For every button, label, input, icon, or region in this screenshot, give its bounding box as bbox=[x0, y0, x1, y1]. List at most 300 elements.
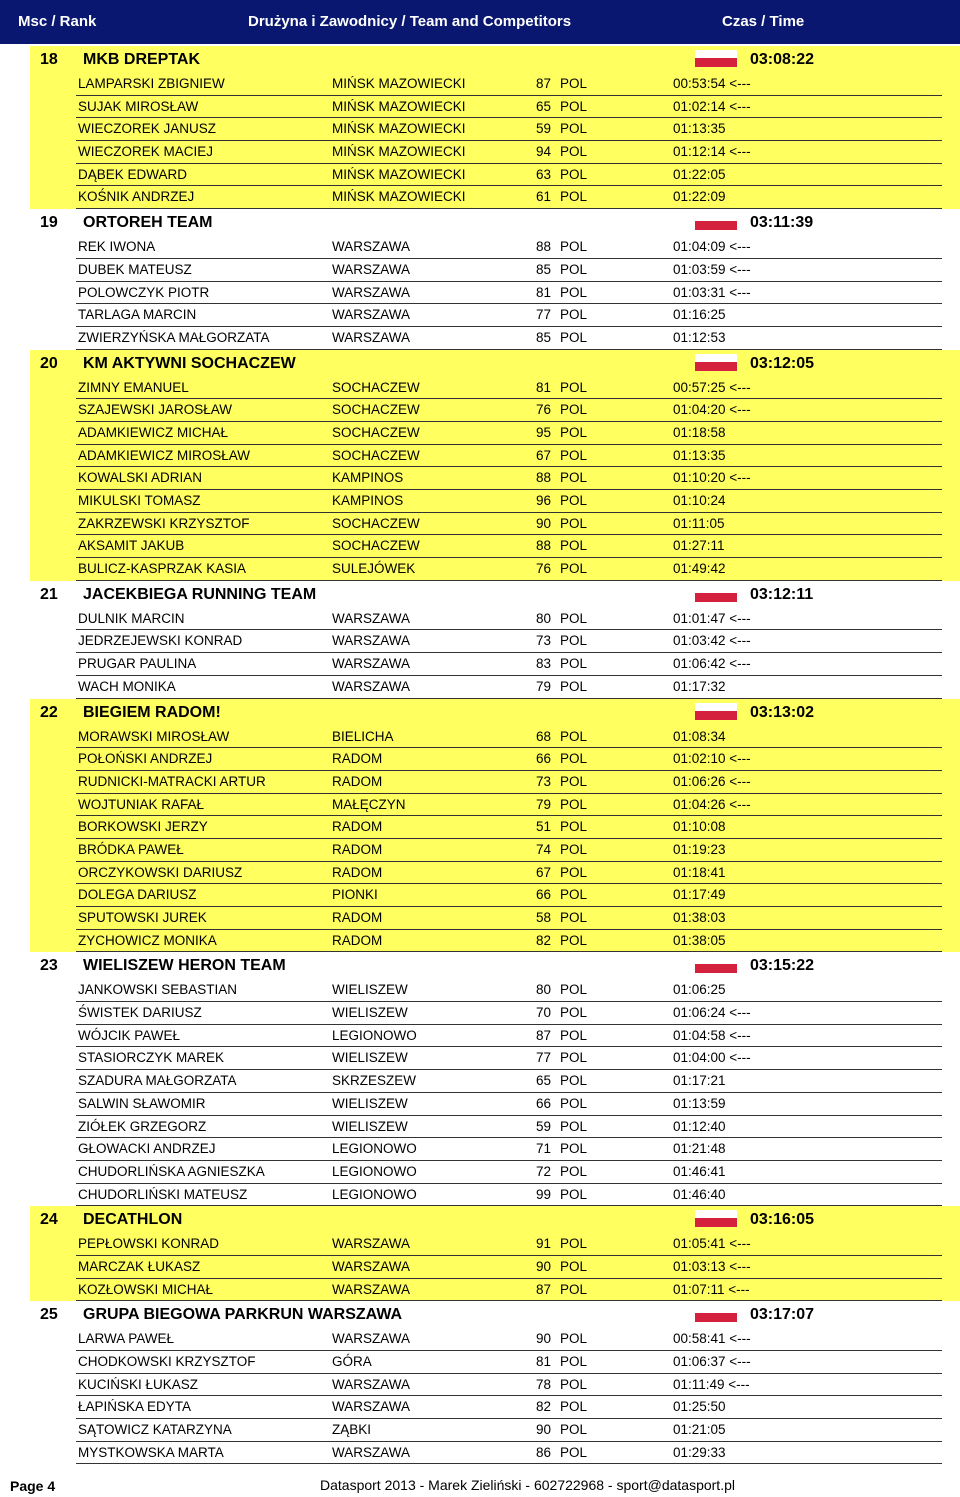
competitor-row bbox=[76, 1442, 942, 1465]
competitor-time: 01:18:58 bbox=[673, 424, 726, 440]
competitor-nationality: POL bbox=[560, 239, 588, 255]
competitor-city: RADOM bbox=[332, 773, 383, 789]
competitor-age: 87 bbox=[536, 76, 552, 91]
time-column-header: Czas / Time bbox=[722, 13, 805, 30]
competitor-time: 01:46:40 bbox=[673, 1186, 726, 1202]
poland-flag-icon bbox=[695, 354, 737, 371]
competitor-age: 85 bbox=[536, 261, 552, 277]
competitor-name: SZAJEWSKI JAROSŁAW bbox=[78, 402, 233, 418]
competitor-row bbox=[76, 1070, 942, 1093]
competitor-city: MIŃSK MAZOWIECKI bbox=[332, 189, 466, 205]
competitor-time: 01:16:25 bbox=[673, 307, 726, 323]
competitor-time: 01:13:35 bbox=[673, 447, 726, 463]
competitor-time: 01:08:34 bbox=[673, 728, 726, 744]
team-header bbox=[30, 46, 960, 73]
competitor-nationality: POL bbox=[560, 982, 588, 998]
competitor-row bbox=[76, 794, 942, 817]
competitor-city: WARSZAWA bbox=[332, 633, 410, 649]
team-name: JACEKBIEGA RUNNING TEAM bbox=[83, 585, 317, 603]
team-name: GRUPA BIEGOWA PARKRUN WARSZAWA bbox=[83, 1306, 403, 1324]
competitor-name: SZADURA MAŁGORZATA bbox=[78, 1073, 237, 1089]
competitor-name: SPUTOWSKI JUREK bbox=[78, 910, 207, 925]
competitor-age: 86 bbox=[536, 1444, 552, 1460]
competitor-nationality: POL bbox=[560, 773, 588, 789]
competitor-city: WIELISZEW bbox=[332, 1050, 408, 1066]
competitor-age: 81 bbox=[536, 379, 552, 395]
competitor-time: 01:29:33 bbox=[673, 1444, 726, 1460]
competitor-row bbox=[76, 377, 942, 400]
competitor-age: 66 bbox=[536, 751, 552, 767]
competitor-name: GŁOWACKI ANDRZEJ bbox=[78, 1141, 216, 1157]
competitor-time: 01:27:11 bbox=[673, 538, 725, 554]
team-block bbox=[30, 46, 960, 209]
competitor-city: RADOM bbox=[332, 910, 383, 925]
competitor-time: 01:21:05 bbox=[673, 1422, 726, 1438]
competitor-city: RADOM bbox=[332, 819, 383, 835]
competitor-row bbox=[76, 118, 942, 141]
competitor-nationality: POL bbox=[560, 493, 588, 508]
competitor-age: 61 bbox=[536, 189, 552, 205]
competitor-name: POŁOŃSKI ANDRZEJ bbox=[78, 751, 213, 767]
team-rank: 19 bbox=[40, 214, 58, 232]
competitor-nationality: POL bbox=[560, 1331, 588, 1347]
competitor-nationality: POL bbox=[560, 470, 588, 486]
team-header bbox=[30, 209, 960, 236]
competitor-nationality: POL bbox=[560, 538, 588, 554]
competitor-row bbox=[76, 979, 942, 1002]
competitor-row bbox=[76, 930, 942, 953]
poland-flag-icon bbox=[695, 585, 737, 602]
competitor-time: 01:10:08 bbox=[673, 819, 726, 835]
competitor-nationality: POL bbox=[560, 329, 588, 345]
competitor-name: DĄBEK EDWARD bbox=[78, 166, 188, 182]
competitor-row bbox=[76, 1351, 942, 1374]
team-rank: 18 bbox=[40, 51, 58, 68]
competitor-age: 73 bbox=[536, 633, 552, 649]
competitor-row bbox=[76, 186, 942, 209]
competitor-city: WARSZAWA bbox=[332, 1236, 410, 1252]
competitor-age: 95 bbox=[536, 424, 552, 440]
competitor-name: KOZŁOWSKI MICHAŁ bbox=[78, 1281, 214, 1297]
poland-flag-icon bbox=[695, 1210, 737, 1227]
competitor-city: WARSZAWA bbox=[332, 307, 410, 323]
team-results-list bbox=[0, 46, 960, 1464]
team-rank: 22 bbox=[40, 703, 58, 721]
competitor-nationality: POL bbox=[560, 447, 588, 463]
competitor-row bbox=[76, 282, 942, 305]
competitor-name: WIECZOREK JANUSZ bbox=[78, 121, 217, 137]
team-time: 03:12:05 bbox=[750, 354, 815, 372]
competitor-city: LEGIONOWO bbox=[332, 1141, 417, 1157]
competitor-row bbox=[76, 907, 942, 930]
team-time: 03:16:05 bbox=[750, 1211, 815, 1229]
competitor-row bbox=[76, 653, 942, 676]
team-name: WIELISZEW HERON TEAM bbox=[83, 957, 286, 975]
competitor-age: 88 bbox=[536, 538, 552, 554]
competitor-time: 01:03:59 <--- bbox=[673, 261, 751, 277]
competitor-time: 01:17:32 bbox=[673, 678, 726, 694]
competitor-nationality: POL bbox=[560, 610, 588, 626]
team-name: KM AKTYWNI SOCHACZEW bbox=[83, 354, 296, 372]
competitor-name: WACH MONIKA bbox=[78, 678, 176, 694]
competitor-age: 77 bbox=[536, 307, 552, 323]
competitor-nationality: POL bbox=[560, 307, 588, 323]
competitor-row bbox=[76, 839, 942, 862]
team-time: 03:12:11 bbox=[750, 585, 814, 603]
competitor-time: 01:22:05 bbox=[673, 166, 726, 182]
competitor-city: LEGIONOWO bbox=[332, 1163, 417, 1179]
competitor-time: 01:04:26 <--- bbox=[673, 796, 751, 812]
competitor-name: ZIÓŁEK GRZEGORZ bbox=[78, 1118, 207, 1134]
competitor-nationality: POL bbox=[560, 728, 588, 744]
competitor-age: 87 bbox=[536, 1281, 552, 1297]
competitor-nationality: POL bbox=[560, 910, 588, 925]
competitor-row bbox=[76, 1279, 942, 1302]
competitor-row bbox=[76, 327, 942, 350]
competitor-nationality: POL bbox=[560, 379, 588, 395]
competitor-row bbox=[76, 1138, 942, 1161]
competitor-city: LEGIONOWO bbox=[332, 1186, 417, 1202]
poland-flag-icon bbox=[695, 703, 737, 720]
competitor-nationality: POL bbox=[560, 932, 588, 948]
competitor-name: BRÓDKA PAWEŁ bbox=[78, 841, 184, 857]
team-time: 03:11:39 bbox=[750, 214, 814, 232]
competitor-time: 01:21:48 bbox=[673, 1141, 726, 1157]
team-block bbox=[30, 581, 960, 699]
team-rank: 25 bbox=[40, 1306, 58, 1324]
competitor-city: WIELISZEW bbox=[332, 1005, 408, 1021]
competitor-city: MAŁĘCZYN bbox=[332, 796, 406, 812]
competitor-name: CHUDORLIŃSKA AGNIESZKA bbox=[78, 1163, 265, 1179]
competitor-age: 74 bbox=[536, 841, 552, 857]
competitor-city: ZĄBKI bbox=[332, 1422, 372, 1438]
team-block bbox=[30, 1301, 960, 1464]
competitor-time: 01:02:14 <--- bbox=[673, 98, 751, 114]
competitor-row bbox=[76, 771, 942, 794]
competitor-time: 01:11:49 <--- bbox=[673, 1376, 750, 1392]
competitor-age: 78 bbox=[536, 1376, 552, 1392]
competitor-time: 01:11:05 bbox=[673, 515, 725, 531]
competitor-city: WARSZAWA bbox=[332, 1258, 410, 1274]
competitor-row bbox=[76, 558, 942, 581]
competitor-name: BULICZ-KASPRZAK KASIA bbox=[78, 561, 247, 577]
competitor-time: 00:57:25 <--- bbox=[673, 379, 751, 395]
competitor-age: 96 bbox=[536, 493, 552, 508]
competitor-city: SOCHACZEW bbox=[332, 424, 420, 440]
competitor-name: SĄTOWICZ KATARZYNA bbox=[78, 1422, 232, 1438]
competitor-age: 51 bbox=[536, 819, 552, 835]
competitor-nationality: POL bbox=[560, 166, 588, 182]
competitor-row bbox=[76, 467, 942, 490]
competitor-name: MARCZAK ŁUKASZ bbox=[78, 1258, 201, 1274]
competitor-age: 70 bbox=[536, 1005, 552, 1021]
team-name: DECATHLON bbox=[83, 1211, 183, 1229]
competitor-row bbox=[76, 862, 942, 885]
competitor-age: 85 bbox=[536, 329, 552, 345]
competitor-name: ZAKRZEWSKI KRZYSZTOF bbox=[78, 515, 250, 531]
competitor-time: 01:38:03 bbox=[673, 910, 726, 925]
competitor-age: 65 bbox=[536, 1073, 552, 1089]
competitor-nationality: POL bbox=[560, 1258, 588, 1274]
team-block bbox=[30, 1206, 960, 1301]
team-rank: 20 bbox=[40, 354, 58, 372]
competitor-time: 01:03:13 <--- bbox=[673, 1258, 751, 1274]
competitor-row bbox=[76, 1025, 942, 1048]
competitor-city: WARSZAWA bbox=[332, 656, 410, 672]
team-name: BIEGIEM RADOM! bbox=[83, 703, 221, 721]
competitor-name: SALWIN SŁAWOMIR bbox=[78, 1095, 206, 1111]
competitor-time: 01:12:53 bbox=[673, 329, 726, 345]
competitor-name: ZIMNY EMANUEL bbox=[78, 379, 189, 395]
competitor-name: LAMPARSKI ZBIGNIEW bbox=[78, 76, 225, 91]
competitor-age: 67 bbox=[536, 447, 552, 463]
team-block bbox=[30, 350, 960, 581]
competitor-name: WOJTUNIAK RAFAŁ bbox=[78, 796, 205, 812]
competitor-nationality: POL bbox=[560, 1005, 588, 1021]
competitor-row bbox=[76, 608, 942, 631]
competitor-nationality: POL bbox=[560, 1376, 588, 1392]
competitor-nationality: POL bbox=[560, 1073, 588, 1089]
competitor-row bbox=[76, 141, 942, 164]
competitor-time: 01:10:20 <--- bbox=[673, 470, 751, 486]
competitor-age: 81 bbox=[536, 1354, 552, 1369]
team-block bbox=[30, 209, 960, 349]
competitor-nationality: POL bbox=[560, 751, 588, 767]
competitor-age: 59 bbox=[536, 121, 552, 137]
competitor-age: 76 bbox=[536, 402, 552, 418]
competitor-time: 01:19:23 bbox=[673, 841, 726, 857]
competitor-row bbox=[76, 164, 942, 187]
competitor-nationality: POL bbox=[560, 1354, 588, 1369]
team-header bbox=[30, 699, 960, 726]
competitor-city: KAMPINOS bbox=[332, 470, 404, 486]
competitor-age: 83 bbox=[536, 656, 552, 672]
competitor-time: 01:04:00 <--- bbox=[673, 1050, 751, 1066]
competitor-city: WARSZAWA bbox=[332, 261, 410, 277]
competitor-age: 90 bbox=[536, 515, 552, 531]
competitor-city: WIELISZEW bbox=[332, 1118, 408, 1134]
competitor-age: 63 bbox=[536, 166, 552, 182]
team-block bbox=[30, 699, 960, 953]
competitor-time: 01:22:09 bbox=[673, 189, 726, 205]
competitor-nationality: POL bbox=[560, 1050, 588, 1066]
competitor-city: MIŃSK MAZOWIECKI bbox=[332, 121, 466, 137]
poland-flag-icon bbox=[695, 1305, 737, 1322]
competitor-row bbox=[76, 726, 942, 749]
competitor-row bbox=[76, 422, 942, 445]
competitor-name: KOŚNIK ANDRZEJ bbox=[78, 189, 195, 205]
competitor-age: 90 bbox=[536, 1422, 552, 1438]
competitor-row bbox=[76, 1233, 942, 1256]
competitor-city: WIELISZEW bbox=[332, 1095, 408, 1111]
competitor-nationality: POL bbox=[560, 887, 588, 903]
competitor-name: PRUGAR PAULINA bbox=[78, 656, 197, 672]
competitor-age: 82 bbox=[536, 1399, 552, 1415]
competitor-nationality: POL bbox=[560, 1163, 588, 1179]
competitor-city: WARSZAWA bbox=[332, 610, 410, 626]
competitor-name: CHUDORLIŃSKI MATEUSZ bbox=[78, 1186, 248, 1202]
competitor-time: 01:17:21 bbox=[673, 1073, 726, 1089]
competitor-row bbox=[76, 535, 942, 558]
competitor-row bbox=[76, 236, 942, 259]
competitor-age: 88 bbox=[536, 239, 552, 255]
competitor-time: 01:02:10 <--- bbox=[673, 751, 751, 767]
competitor-age: 72 bbox=[536, 1163, 552, 1179]
competitor-row bbox=[76, 1161, 942, 1184]
competitor-nationality: POL bbox=[560, 261, 588, 277]
competitor-name: ADAMKIEWICZ MIROSŁAW bbox=[78, 447, 251, 463]
competitor-age: 59 bbox=[536, 1118, 552, 1134]
team-time: 03:15:22 bbox=[750, 957, 815, 975]
competitor-age: 65 bbox=[536, 98, 552, 114]
competitor-name: DUBEK MATEUSZ bbox=[78, 261, 192, 277]
competitor-time: 01:04:09 <--- bbox=[673, 239, 751, 255]
competitor-name: KOWALSKI ADRIAN bbox=[78, 470, 203, 486]
competitor-time: 01:04:58 <--- bbox=[673, 1027, 751, 1043]
team-rank: 24 bbox=[40, 1211, 58, 1229]
competitor-time: 01:49:42 bbox=[673, 561, 726, 577]
competitor-city: WARSZAWA bbox=[332, 284, 410, 300]
competitor-row bbox=[76, 96, 942, 119]
competitor-row bbox=[76, 1374, 942, 1397]
competitor-row bbox=[76, 1328, 942, 1351]
team-time: 03:13:02 bbox=[750, 703, 815, 721]
competitor-age: 77 bbox=[536, 1050, 552, 1066]
footer-credit: Datasport 2013 - Marek Zieliński - 602722968 - sport@datasport.pl bbox=[320, 1477, 735, 1493]
competitor-age: 94 bbox=[536, 144, 552, 160]
competitor-nationality: POL bbox=[560, 1422, 588, 1438]
competitor-name: ORCZYKOWSKI DARIUSZ bbox=[78, 864, 243, 880]
competitor-row bbox=[76, 73, 942, 96]
team-name: MKB DREPTAK bbox=[83, 51, 201, 68]
competitor-time: 01:03:42 <--- bbox=[673, 633, 751, 649]
rank-column-header: Msc / Rank bbox=[18, 13, 97, 30]
competitor-nationality: POL bbox=[560, 561, 588, 577]
competitor-city: WIELISZEW bbox=[332, 982, 408, 998]
competitor-name: ŁAPIŃSKA EDYTA bbox=[78, 1399, 192, 1415]
competitor-name: ZYCHOWICZ MONIKA bbox=[78, 932, 217, 948]
competitor-age: 73 bbox=[536, 773, 552, 789]
competitor-nationality: POL bbox=[560, 1444, 588, 1460]
competitor-time: 01:07:11 <--- bbox=[673, 1281, 750, 1297]
competitor-row bbox=[76, 1093, 942, 1116]
competitor-city: RADOM bbox=[332, 932, 383, 948]
team-header bbox=[30, 581, 960, 608]
competitor-time: 01:12:40 bbox=[673, 1118, 726, 1134]
competitor-nationality: POL bbox=[560, 189, 588, 205]
competitor-name: RUDNICKI-MATRACKI ARTUR bbox=[78, 773, 266, 789]
competitor-nationality: POL bbox=[560, 1141, 588, 1157]
competitor-name: CHODKOWSKI KRZYSZTOF bbox=[78, 1354, 256, 1369]
competitor-age: 71 bbox=[536, 1141, 552, 1157]
competitor-age: 66 bbox=[536, 1095, 552, 1111]
competitor-age: 99 bbox=[536, 1186, 552, 1202]
competitor-nationality: POL bbox=[560, 1027, 588, 1043]
competitor-row bbox=[76, 1116, 942, 1139]
competitor-row bbox=[76, 816, 942, 839]
competitor-time: 00:53:54 <--- bbox=[673, 76, 751, 91]
competitor-nationality: POL bbox=[560, 144, 588, 160]
competitor-nationality: POL bbox=[560, 1399, 588, 1415]
competitor-name: DOLEGA DARIUSZ bbox=[78, 887, 197, 903]
competitor-name: DULNIK MARCIN bbox=[78, 610, 185, 626]
team-rank: 21 bbox=[40, 585, 58, 603]
competitor-nationality: POL bbox=[560, 515, 588, 531]
competitor-city: RADOM bbox=[332, 751, 383, 767]
competitor-time: 01:38:05 bbox=[673, 932, 726, 948]
competitor-time: 01:05:41 <--- bbox=[673, 1236, 751, 1252]
competitor-city: RADOM bbox=[332, 864, 383, 880]
competitor-city: WARSZAWA bbox=[332, 678, 410, 694]
competitor-city: WARSZAWA bbox=[332, 1331, 410, 1347]
competitor-nationality: POL bbox=[560, 98, 588, 114]
competitor-nationality: POL bbox=[560, 864, 588, 880]
competitor-row bbox=[76, 304, 942, 327]
competitor-city: WARSZAWA bbox=[332, 239, 410, 255]
competitor-time: 01:06:37 <--- bbox=[673, 1354, 751, 1369]
team-rank: 23 bbox=[40, 957, 58, 975]
competitor-time: 00:58:41 <--- bbox=[673, 1331, 751, 1347]
competitor-name: JEDRZEJEWSKI KONRAD bbox=[78, 633, 243, 649]
results-header bbox=[0, 0, 960, 44]
competitor-nationality: POL bbox=[560, 633, 588, 649]
competitor-nationality: POL bbox=[560, 76, 588, 91]
team-time: 03:17:07 bbox=[750, 1306, 815, 1324]
competitor-row bbox=[76, 445, 942, 468]
competitor-row bbox=[76, 748, 942, 771]
competitor-name: MIKULSKI TOMASZ bbox=[78, 493, 201, 508]
team-header bbox=[30, 952, 960, 979]
competitor-time: 01:12:14 <--- bbox=[673, 144, 751, 160]
competitor-name: ADAMKIEWICZ MICHAŁ bbox=[78, 424, 229, 440]
competitor-age: 66 bbox=[536, 887, 552, 903]
competitor-age: 88 bbox=[536, 470, 552, 486]
competitor-city: SOCHACZEW bbox=[332, 379, 420, 395]
competitor-time: 01:06:24 <--- bbox=[673, 1005, 751, 1021]
competitor-time: 01:13:35 bbox=[673, 121, 726, 137]
competitor-name: POLOWCZYK PIOTR bbox=[78, 284, 210, 300]
competitor-row bbox=[76, 1002, 942, 1025]
team-column-header: Drużyna i Zawodnicy / Team and Competitors bbox=[248, 13, 572, 30]
competitor-time: 01:06:25 bbox=[673, 982, 726, 998]
competitor-city: SOCHACZEW bbox=[332, 402, 420, 418]
competitor-time: 01:03:31 <--- bbox=[673, 284, 751, 300]
competitor-city: SOCHACZEW bbox=[332, 538, 420, 554]
competitor-city: RADOM bbox=[332, 841, 383, 857]
competitor-age: 68 bbox=[536, 728, 552, 744]
team-header bbox=[30, 1206, 960, 1233]
competitor-age: 80 bbox=[536, 610, 552, 626]
competitor-age: 90 bbox=[536, 1258, 552, 1274]
competitor-time: 01:13:59 bbox=[673, 1095, 726, 1111]
competitor-nationality: POL bbox=[560, 1186, 588, 1202]
poland-flag-icon bbox=[695, 50, 737, 67]
competitor-city: SULEJÓWEK bbox=[332, 561, 416, 577]
competitor-city: KAMPINOS bbox=[332, 493, 404, 508]
competitor-age: 82 bbox=[536, 932, 552, 948]
competitor-nationality: POL bbox=[560, 1118, 588, 1134]
competitor-nationality: POL bbox=[560, 678, 588, 694]
competitor-age: 80 bbox=[536, 982, 552, 998]
competitor-row bbox=[76, 1256, 942, 1279]
competitor-city: WARSZAWA bbox=[332, 329, 410, 345]
competitor-city: GÓRA bbox=[332, 1354, 372, 1369]
competitor-name: BORKOWSKI JERZY bbox=[78, 819, 208, 835]
team-name: ORTOREH TEAM bbox=[83, 214, 213, 232]
competitor-row bbox=[76, 490, 942, 513]
competitor-time: 01:06:26 <--- bbox=[673, 773, 751, 789]
competitor-time: 01:18:41 bbox=[673, 864, 726, 880]
